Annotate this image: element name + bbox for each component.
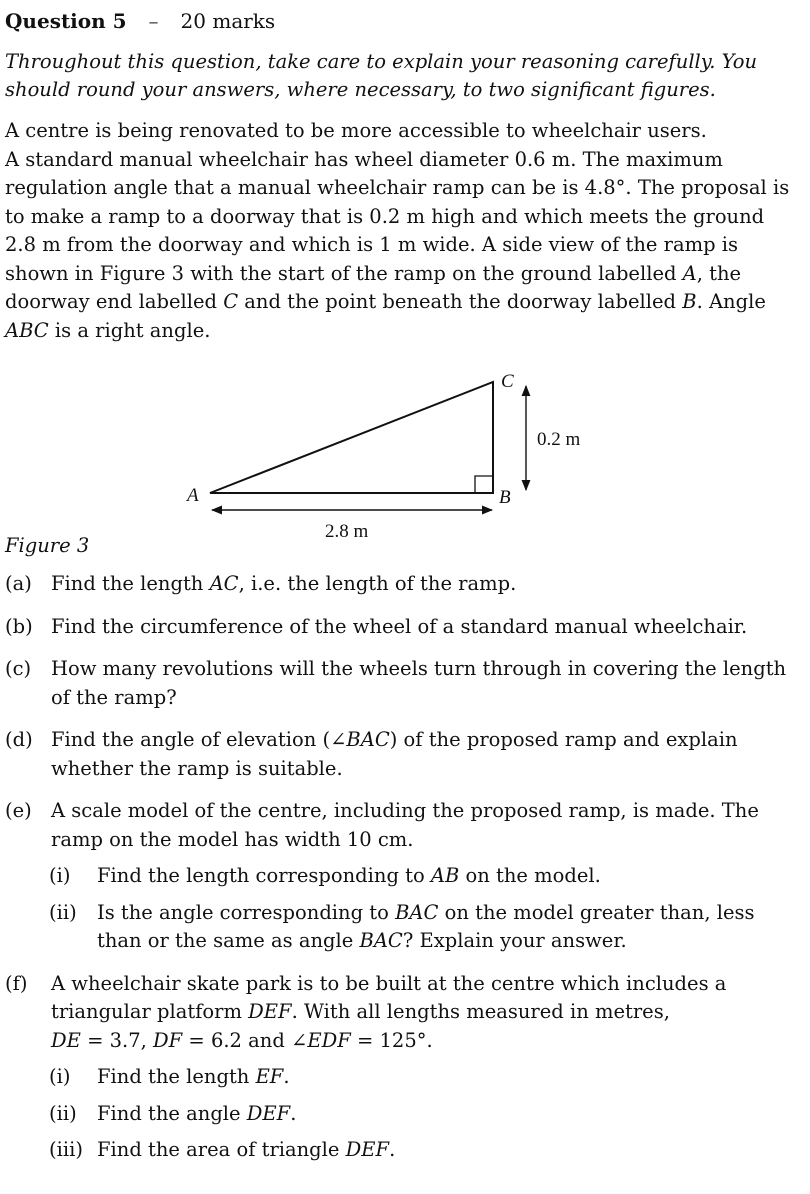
context-text: is a right angle. [48,318,211,342]
height-label: 0.2 m [537,429,581,450]
part-label: (f) [5,971,28,995]
figure-3-diagram [150,360,650,550]
context-line-1: A centre is being renovated to be more accessible to wheelchair users. [5,119,707,142]
part-text-fragment: . [389,1138,396,1161]
instructions-text: Throughout this question, take care to explain your reasoning carefully. You should round your answers, where necessary, to two significant figures. [5,50,758,101]
subpart-text [97,1100,795,1129]
part-text-fragment: , i.e. the length of the ramp. [238,572,517,595]
math-angle-bac: ∠BAC [330,728,390,751]
right-angle-marker [475,476,493,493]
part-text-fragment: Find the length corresponding to [97,864,431,887]
part-label: (d) [5,728,33,751]
part-text-fragment: . With all lengths measured in metres, [291,1000,670,1023]
part-label: (b) [5,614,33,638]
part-text-fragment: on the model greater than, less than or the same as angle [97,900,755,952]
part-text-fragment: . [290,1101,297,1125]
question-marks: 20 marks [180,9,276,33]
math-angle-edf: ∠EDF [291,1028,351,1052]
part-e-i [49,862,795,891]
math-bac: BAC [395,900,439,924]
part-text [51,726,795,783]
part-text [51,570,795,599]
context-text: and the point beneath the doorway labelled [238,290,683,313]
subpart-text [97,862,795,891]
part-text-fragment: Find the length [51,572,210,595]
math-def: DEF [345,1138,390,1161]
part-f [5,970,795,1165]
instructions [5,48,795,104]
part-a [5,570,795,599]
math-def: DEF [248,1000,292,1023]
part-f-iii [49,1136,795,1165]
part-text [51,970,795,1056]
context-text: . Angle [696,290,766,313]
part-text-fragment: Find the area of triangle [97,1138,346,1161]
part-text-fragment: Find the angle of elevation ( [51,728,331,751]
base-label: 2.8 m [325,521,369,542]
part-text-fragment: . [283,1065,290,1088]
figure-caption: Figure 3 [5,534,90,557]
part-text-fragment: ) of the proposed ramp and explain whether the ramp is suitable. [51,728,738,780]
part-text-fragment: = 6.2 and [182,1028,292,1052]
question-parts [5,570,795,1179]
math-def: DEF [246,1101,291,1125]
part-text-fragment: on the model. [459,864,601,887]
part-label: (a) [5,572,32,595]
part-text: A scale model of the centre, including the proposed ramp, is made. The ramp on the model has width 10 cm. [51,799,759,851]
part-b [5,613,795,642]
subpart-text [97,1063,795,1092]
part-text-fragment: ? Explain your answer. [402,929,627,952]
subpart-label: (ii) [49,900,77,924]
math-df: DF [153,1028,183,1052]
part-e-stem [5,797,795,854]
part-text-fragment: Find the length [97,1065,256,1088]
part-c [5,655,795,712]
context-text: A standard manual wheelchair has wheel diameter 0.6 m. The maximum regulation angle that a manual wheelchair ramp can be is 4.8°. The proposal is to make a ramp to a doorway that is 0.2 m high and which meets the ground 2.8 m from the doorway and which is 1 m wide. A side view of the ramp is shown in Figure 3 with the start of the ramp on the ground labelled [5,147,790,285]
math-bac: BAC [359,929,403,952]
context-paragraph [5,117,795,345]
math-de: DE [51,1028,81,1052]
part-e [5,797,795,956]
part-text-fragment: = 125°. [350,1028,433,1052]
part-label: (e) [5,799,32,822]
math-ac: AC [209,572,239,595]
subpart-text [97,1136,795,1165]
math-ef: EF [255,1065,284,1088]
part-text: Find the circumference of the wheel of a standard manual wheelchair. [51,614,748,638]
part-f-ii [49,1100,795,1129]
part-text: How many revolutions will the wheels turn through in covering the length of the ramp? [51,657,787,709]
question-title: Question 5 [5,9,127,33]
subpart-text [97,899,795,956]
part-text-fragment: A wheelchair skate park is to be built at the centre which includes a triangular platform [51,971,727,1023]
part-text-fragment: = 3.7, [80,1028,154,1052]
math-b: B [682,290,697,313]
header-dash: – [148,9,159,33]
question-header [5,8,275,34]
part-e-ii [49,899,795,956]
math-c: C [223,290,239,313]
vertex-label-a: A [187,485,199,506]
subpart-label: (ii) [49,1101,77,1125]
ramp-triangle [210,382,493,493]
ramp-triangle-svg [150,360,650,550]
vertex-label-c: C [501,371,514,392]
part-f-i [49,1063,795,1092]
math-ab: AB [430,864,460,887]
math-abc: ABC [5,318,49,342]
math-a: A [682,261,697,285]
context-text: , the doorway end labelled [5,261,742,313]
part-text-fragment: Is the angle corresponding to [97,900,396,924]
subpart-label: (i) [49,864,71,887]
context-body [5,146,795,346]
subpart-label: (i) [49,1065,71,1088]
part-f-stem [5,970,795,1056]
part-text-fragment: Find the angle [97,1101,247,1125]
subpart-label: (iii) [49,1138,83,1161]
vertex-label-b: B [499,487,511,508]
part-label: (c) [5,657,32,680]
part-d [5,726,795,783]
